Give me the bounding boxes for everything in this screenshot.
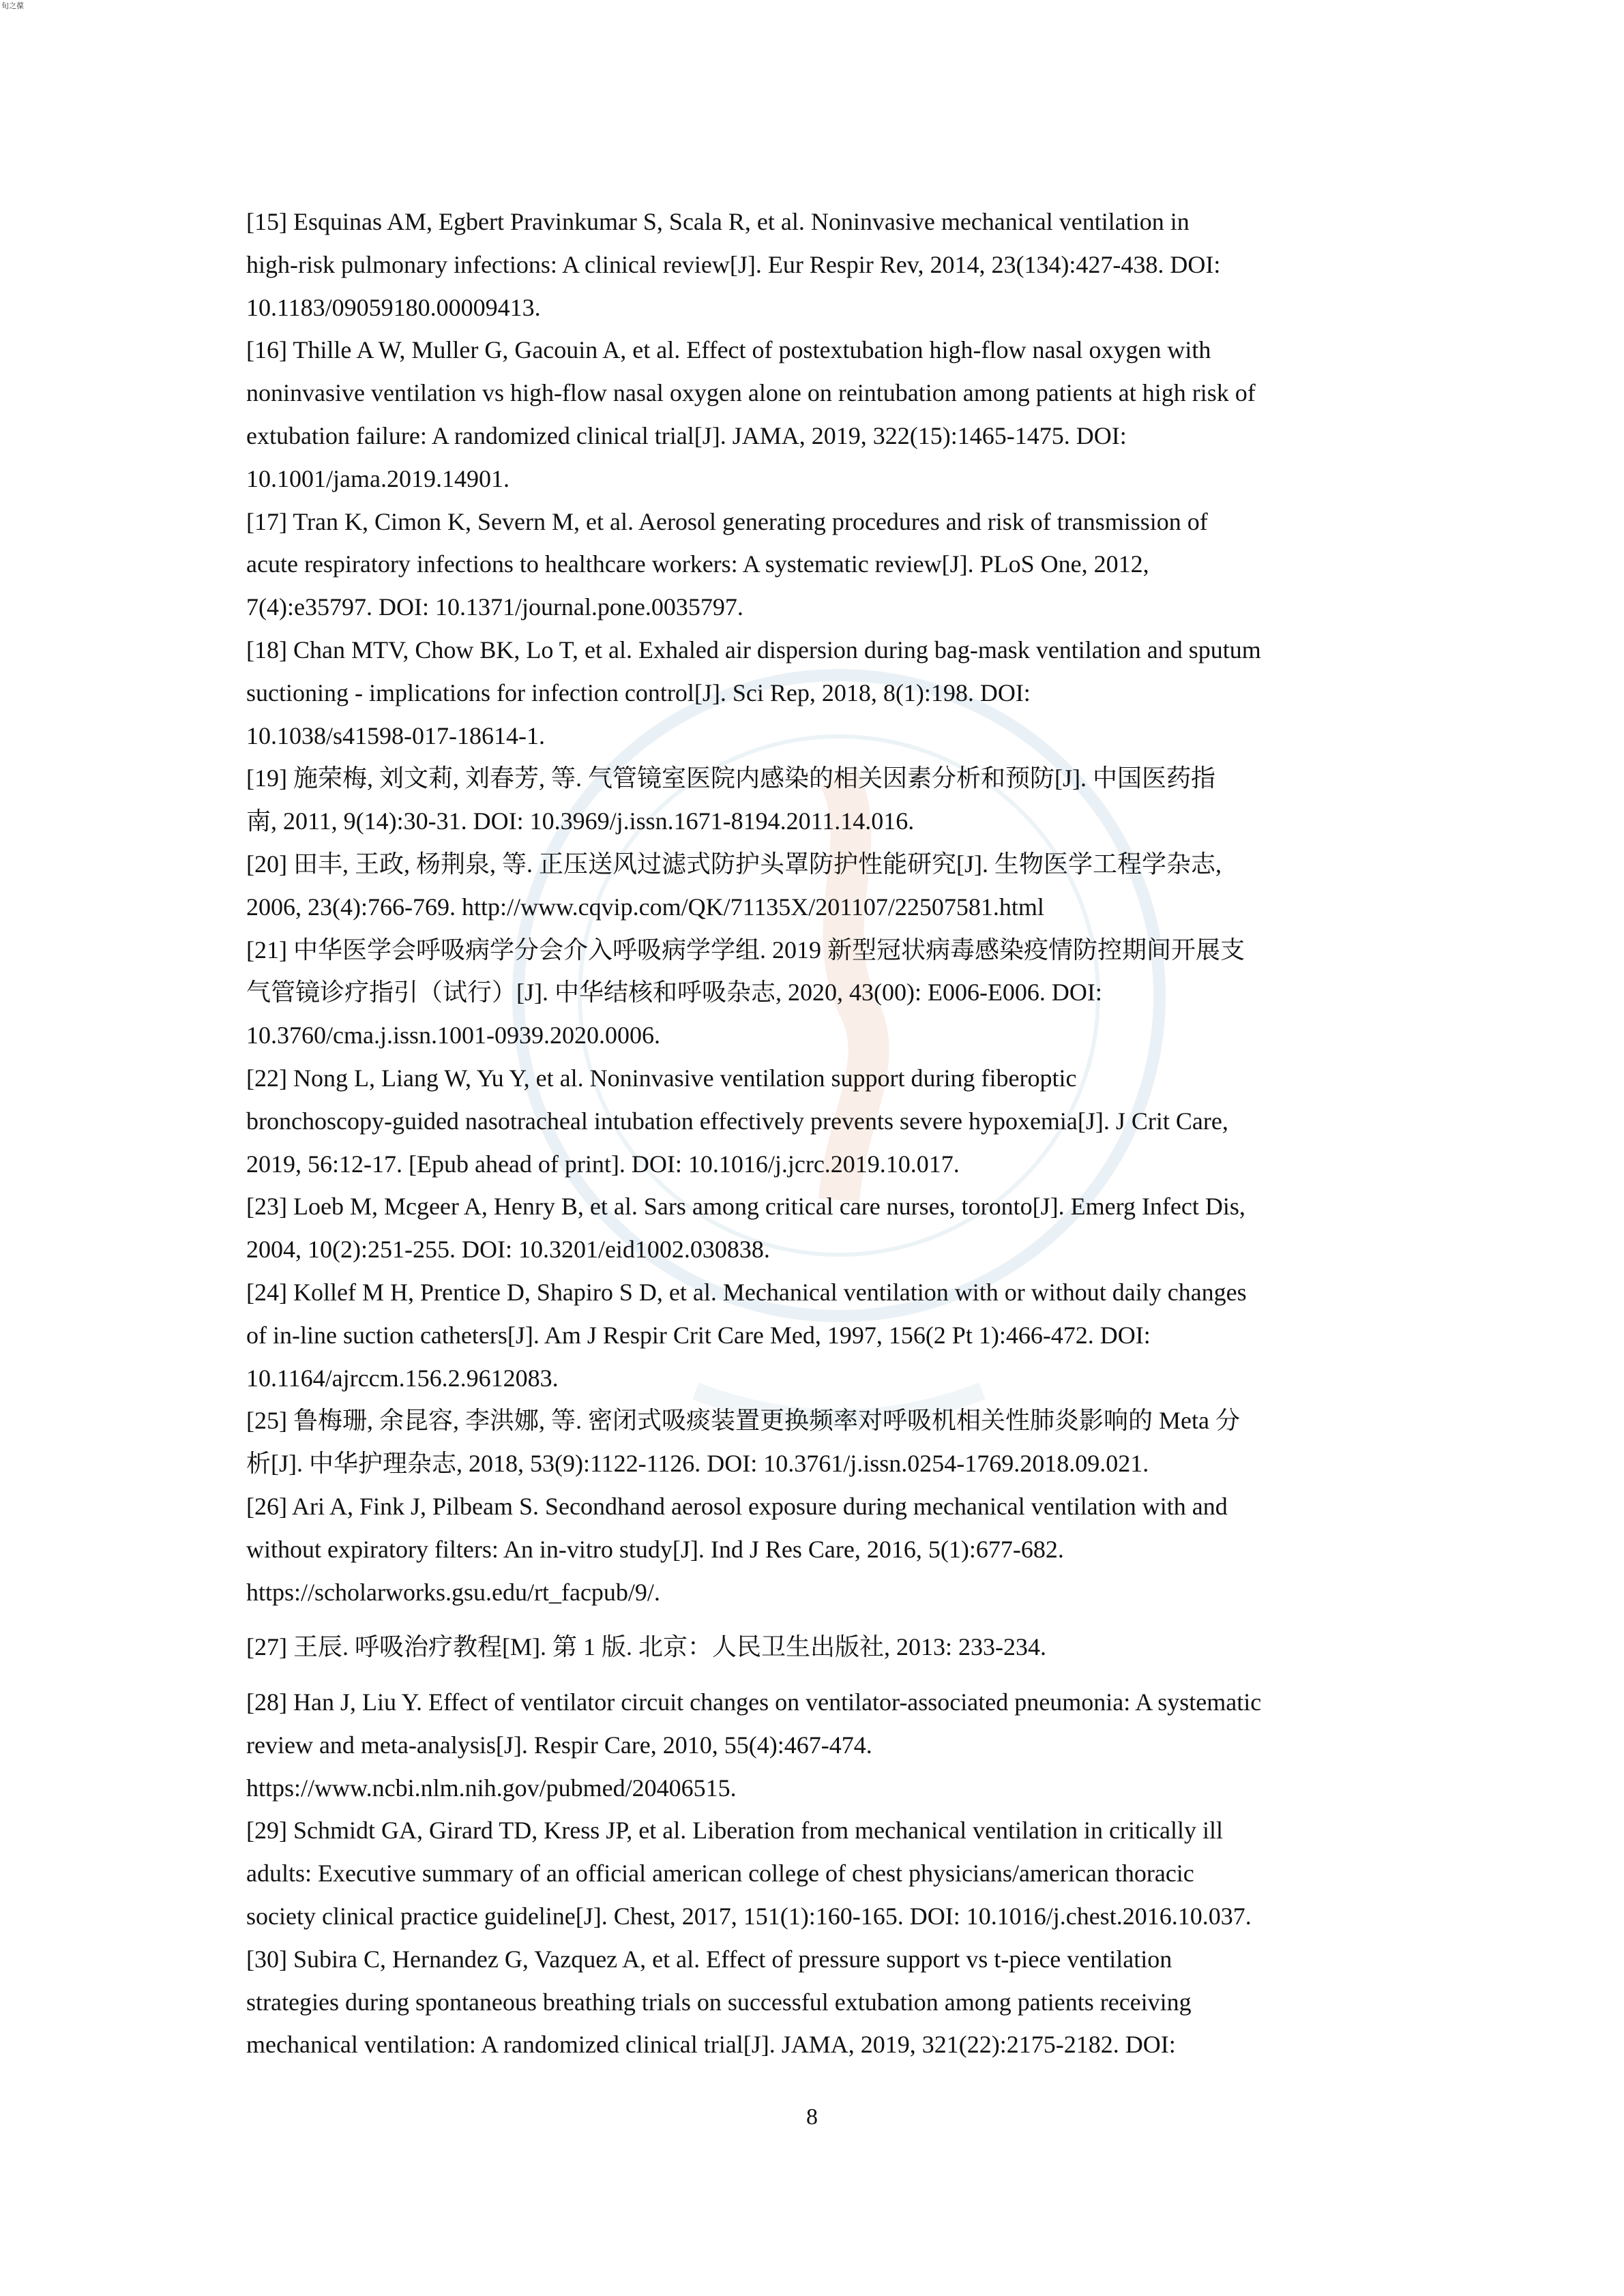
reference-line: [19] 施荣梅, 刘文莉, 刘春芳, 等. 气管镜室医院内感染的相关因素分析和预防[J]. 中国医药指 xyxy=(246,764,1215,792)
reference-line: [16] Thille A W, Muller G, Gacouin A, et al. Effect of postextubation high-flow nasal oxygen with xyxy=(246,336,1211,364)
reference-line: [29] Schmidt GA, Girard TD, Kress JP, et al. Liberation from mechanical ventilation in critically ill xyxy=(246,1817,1223,1845)
reference-17 xyxy=(246,501,1392,629)
reference-line: [15] Esquinas AM, Egbert Pravinkumar S, Scala R, et al. Noninvasive mechanical ventilation in xyxy=(246,208,1190,235)
reference-line: 2004, 10(2):251-255. DOI: 10.3201/eid1002.030838. xyxy=(246,1236,770,1264)
reference-23 xyxy=(246,1185,1392,1271)
reference-line: [30] Subira C, Hernandez G, Vazquez A, et al. Effect of pressure support vs t-piece ventilation xyxy=(246,1945,1172,1973)
reference-line: acute respiratory infections to healthcare workers: A systematic review[J]. PLoS One, 2012, xyxy=(246,550,1149,578)
reference-line: 析[J]. 中华护理杂志, 2018, 53(9):1122-1126. DOI: 10.3761/j.issn.0254-1769.2018.09.021. xyxy=(246,1450,1149,1478)
reference-line: [22] Nong L, Liang W, Yu Y, et al. Noninvasive ventilation support during fiberoptic xyxy=(246,1064,1077,1092)
reference-line: https://scholarworks.gsu.edu/rt_facpub/9/. xyxy=(246,1578,660,1606)
reference-list xyxy=(246,200,1392,2066)
reference-line: [20] 田丰, 王政, 杨荆泉, 等. 正压送风过滤式防护头罩防护性能研究[J]. 生物医学工程学杂志, xyxy=(246,850,1222,878)
reference-line: [23] Loeb M, Mcgeer A, Henry B, et al. Sars among critical care nurses, toronto[J]. Emerg Infect Dis, xyxy=(246,1193,1245,1221)
reference-line: 南, 2011, 9(14):30-31. DOI: 10.3969/j.issn.1671-8194.2011.14.016. xyxy=(246,807,915,835)
reference-line: high-risk pulmonary infections: A clinical review[J]. Eur Respir Rev, 2014, 23(134):427-438. DOI: xyxy=(246,250,1221,278)
reference-line: 7(4):e35797. DOI: 10.1371/journal.pone.0035797. xyxy=(246,593,743,621)
reference-line: bronchoscopy-guided nasotracheal intubation effectively prevents severe hypoxemia[J]. J Crit Care, xyxy=(246,1107,1228,1135)
reference-25 xyxy=(246,1399,1392,1485)
reference-line: 10.1183/09059180.00009413. xyxy=(246,293,541,321)
reference-line: extubation failure: A randomized clinical trial[J]. JAMA, 2019, 322(15):1465-1475. DOI: xyxy=(246,421,1127,449)
reference-20 xyxy=(246,843,1392,929)
reference-24 xyxy=(246,1271,1392,1399)
reference-line: 2019, 56:12-17. [Epub ahead of print]. DOI: 10.1016/j.jcrc.2019.10.017. xyxy=(246,1150,960,1178)
reference-30 xyxy=(246,1938,1392,2066)
reference-line: [25] 鲁梅珊, 余昆容, 李洪娜, 等. 密闭式吸痰装置更换频率对呼吸机相关性肺炎影响的 Meta 分 xyxy=(246,1407,1240,1435)
reference-line: 2006, 23(4):766-769. http://www.cqvip.com/QK/71135X/201107/22507581.html xyxy=(246,893,1044,921)
reference-line: without expiratory filters: An in-vitro study[J]. Ind J Res Care, 2016, 5(1):677-682. xyxy=(246,1535,1064,1563)
reference-line: [27] 王辰. 呼吸治疗教程[M]. 第 1 版. 北京：人民卫生出版社, 2013: 233-234. xyxy=(246,1633,1046,1661)
reference-22 xyxy=(246,1057,1392,1185)
reference-29 xyxy=(246,1809,1392,1937)
reference-line: adults: Executive summary of an official american college of chest physicians/american thoracic xyxy=(246,1860,1194,1888)
reference-line: [28] Han J, Liu Y. Effect of ventilator circuit changes on ventilator-associated pneumonia: A systematic xyxy=(246,1688,1262,1716)
reference-19 xyxy=(246,757,1392,843)
reference-26 xyxy=(246,1485,1392,1613)
reference-line: https://www.ncbi.nlm.nih.gov/pubmed/20406515. xyxy=(246,1774,737,1802)
reference-line: [24] Kollef M H, Prentice D, Shapiro S D, et al. Mechanical ventilation with or without daily changes xyxy=(246,1278,1247,1306)
reference-line: 10.3760/cma.j.issn.1001-0939.2020.0006. xyxy=(246,1022,660,1049)
reference-line: society clinical practice guideline[J]. Chest, 2017, 151(1):160-165. DOI: 10.1016/j.chest.2016.10.037. xyxy=(246,1903,1252,1930)
reference-18 xyxy=(246,629,1392,757)
reference-line: 10.1001/jama.2019.14901. xyxy=(246,464,510,492)
reference-line: mechanical ventilation: A randomized clinical trial[J]. JAMA, 2019, 321(22):2175-2182. DOI: xyxy=(246,2031,1176,2059)
reference-line: [17] Tran K, Cimon K, Severn M, et al. Aerosol generating procedures and risk of transmission of xyxy=(246,507,1208,535)
reference-line: 气管镜诊疗指引（试行）[J]. 中华结核和呼吸杂志, 2020, 43(00): E006-E006. DOI: xyxy=(246,979,1102,1007)
corner-mark: 旬之葆 xyxy=(1,1,24,10)
reference-21 xyxy=(246,929,1392,1057)
reference-line: noninvasive ventilation vs high-flow nasal oxygen alone on reintubation among patients at high risk of xyxy=(246,379,1256,407)
reference-line: 10.1164/ajrccm.156.2.9612083. xyxy=(246,1364,559,1392)
reference-line: suctioning - implications for infection control[J]. Sci Rep, 2018, 8(1):198. DOI: xyxy=(246,679,1031,706)
reference-line: 10.1038/s41598-017-18614-1. xyxy=(246,721,545,749)
reference-15 xyxy=(246,200,1392,329)
reference-16 xyxy=(246,329,1392,500)
reference-line: [18] Chan MTV, Chow BK, Lo T, et al. Exhaled air dispersion during bag-mask ventilation and sputum xyxy=(246,636,1261,664)
reference-line: review and meta-analysis[J]. Respir Care, 2010, 55(4):467-474. xyxy=(246,1731,872,1759)
page-number: 8 xyxy=(806,2104,818,2130)
reference-line: [26] Ari A, Fink J, Pilbeam S. Secondhand aerosol exposure during mechanical ventilation with and xyxy=(246,1492,1228,1520)
reference-line: of in-line suction catheters[J]. Am J Respir Crit Care Med, 1997, 156(2 Pt 1):466-472. DOI: xyxy=(246,1321,1151,1349)
reference-line: [21] 中华医学会呼吸病学分会介入呼吸病学学组. 2019 新型冠状病毒感染疫情防控期间开展支 xyxy=(246,936,1245,964)
reference-27 xyxy=(246,1626,1392,1669)
reference-28 xyxy=(246,1681,1392,1809)
reference-line: strategies during spontaneous breathing trials on successful extubation among patients receiving xyxy=(246,1988,1192,2016)
